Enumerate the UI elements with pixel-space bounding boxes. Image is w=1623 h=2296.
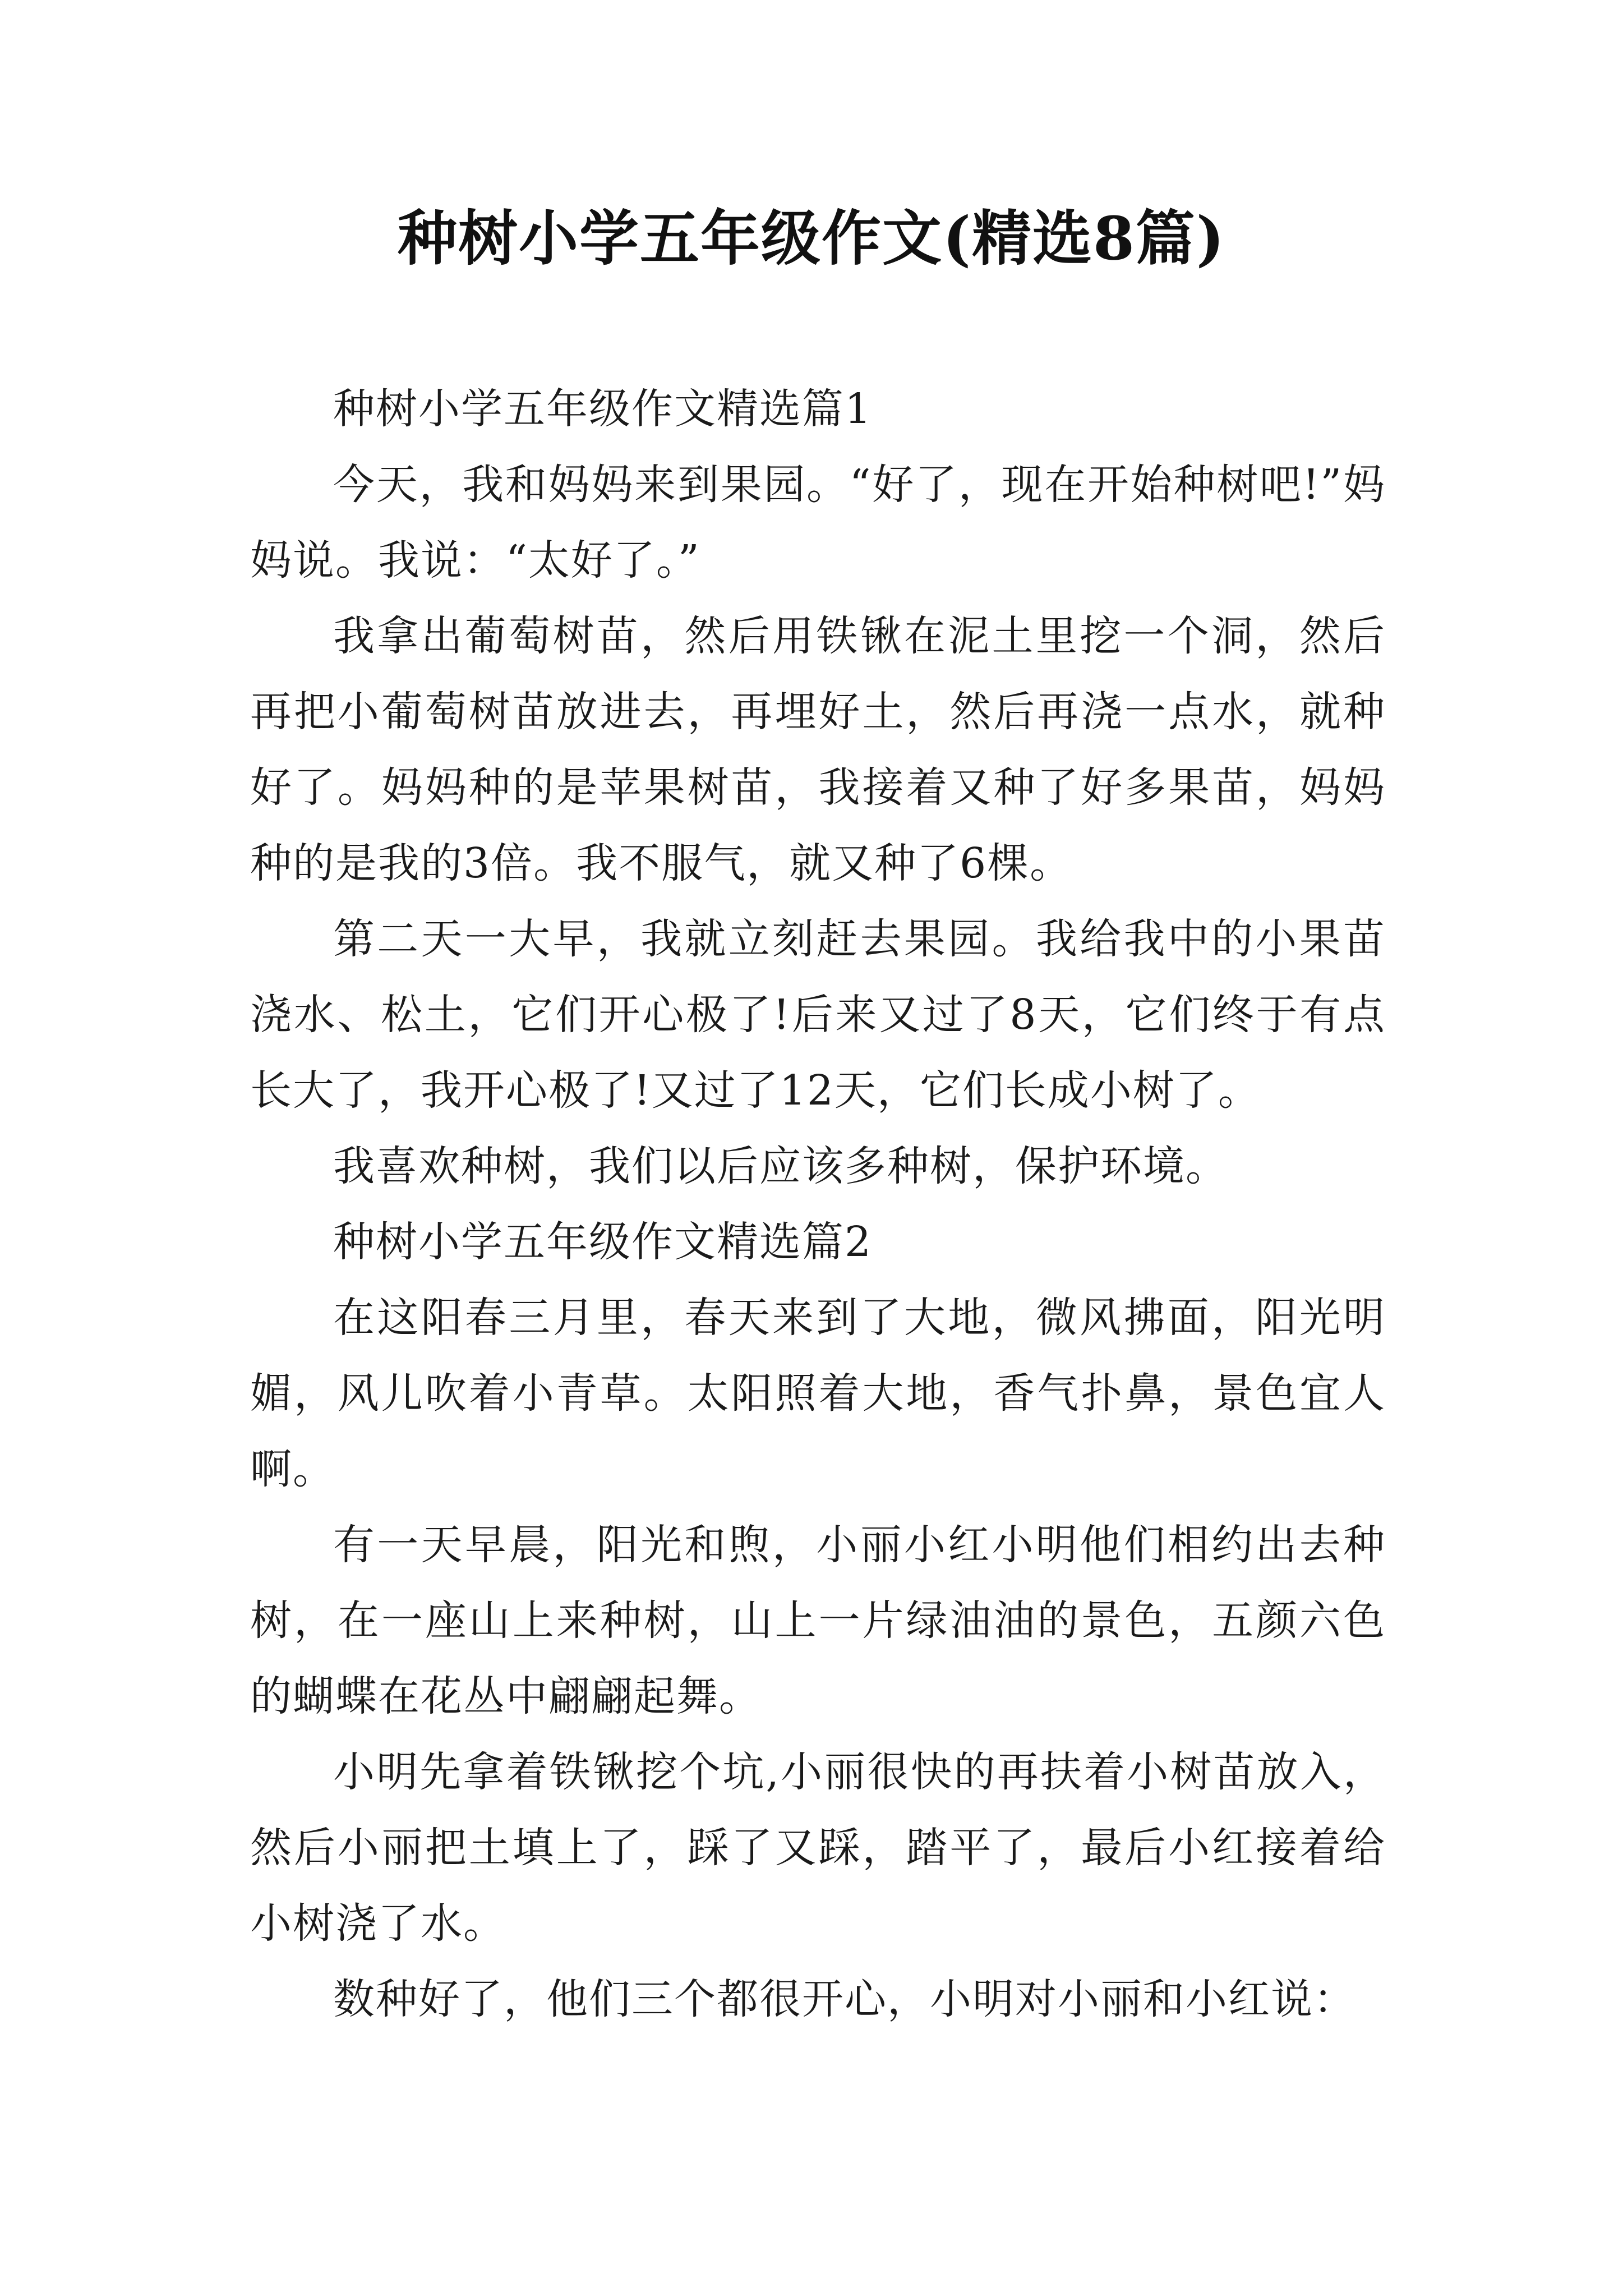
paragraph: 有一天早晨，阳光和煦，小丽小红小明他们相约出去种树，在一座山上来种树，山上一片绿油油的景色，五颜六色的蝴蝶在花丛中翩翩起舞。 xyxy=(250,1521,1386,1720)
section-heading-1: 种树小学五年级作文精选篇1 xyxy=(333,385,873,433)
document-body xyxy=(250,371,1386,2037)
paragraph: 数种好了，他们三个都很开心，小明对小丽和小红说： xyxy=(333,1975,1356,2023)
paragraph: 我拿出葡萄树苗，然后用铁锹在泥土里挖一个洞，然后再把小葡萄树苗放进去，再埋好土，然后再浇一点水，就种好了。妈妈种的是苹果树苗，我接着又种了好多果苗，妈妈种的是我的3倍。我不服气，就又种了6棵。 xyxy=(250,612,1386,887)
paragraph: 小明先拿着铁锹挖个坑,小丽很快的再扶着小树苗放入，然后小丽把土填上了，踩了又踩，踏平了，最后小红接着给小树浇了水。 xyxy=(250,1748,1386,1948)
paragraph: 今天，我和妈妈来到果园。“好了，现在开始种树吧!”妈妈说。我说：“太好了。” xyxy=(250,461,1386,585)
paragraph: 我喜欢种树，我们以后应该多种树，保护环境。 xyxy=(333,1142,1228,1190)
section-heading-2: 种树小学五年级作文精选篇2 xyxy=(333,1218,873,1266)
paragraph: 在这阳春三月里，春天来到了大地，微风拂面，阳光明媚，风儿吹着小青草。太阳照着大地，香气扑鼻，景色宜人啊。 xyxy=(250,1294,1386,1493)
paragraph: 第二天一大早，我就立刻赶去果园。我给我中的小果苗浇水、松土，它们开心极了!后来又过了8天，它们终于有点长大了，我开心极了!又过了12天，它们长成小树了。 xyxy=(250,915,1386,1115)
document-title: 种树小学五年级作文(精选8篇) xyxy=(397,203,1226,273)
